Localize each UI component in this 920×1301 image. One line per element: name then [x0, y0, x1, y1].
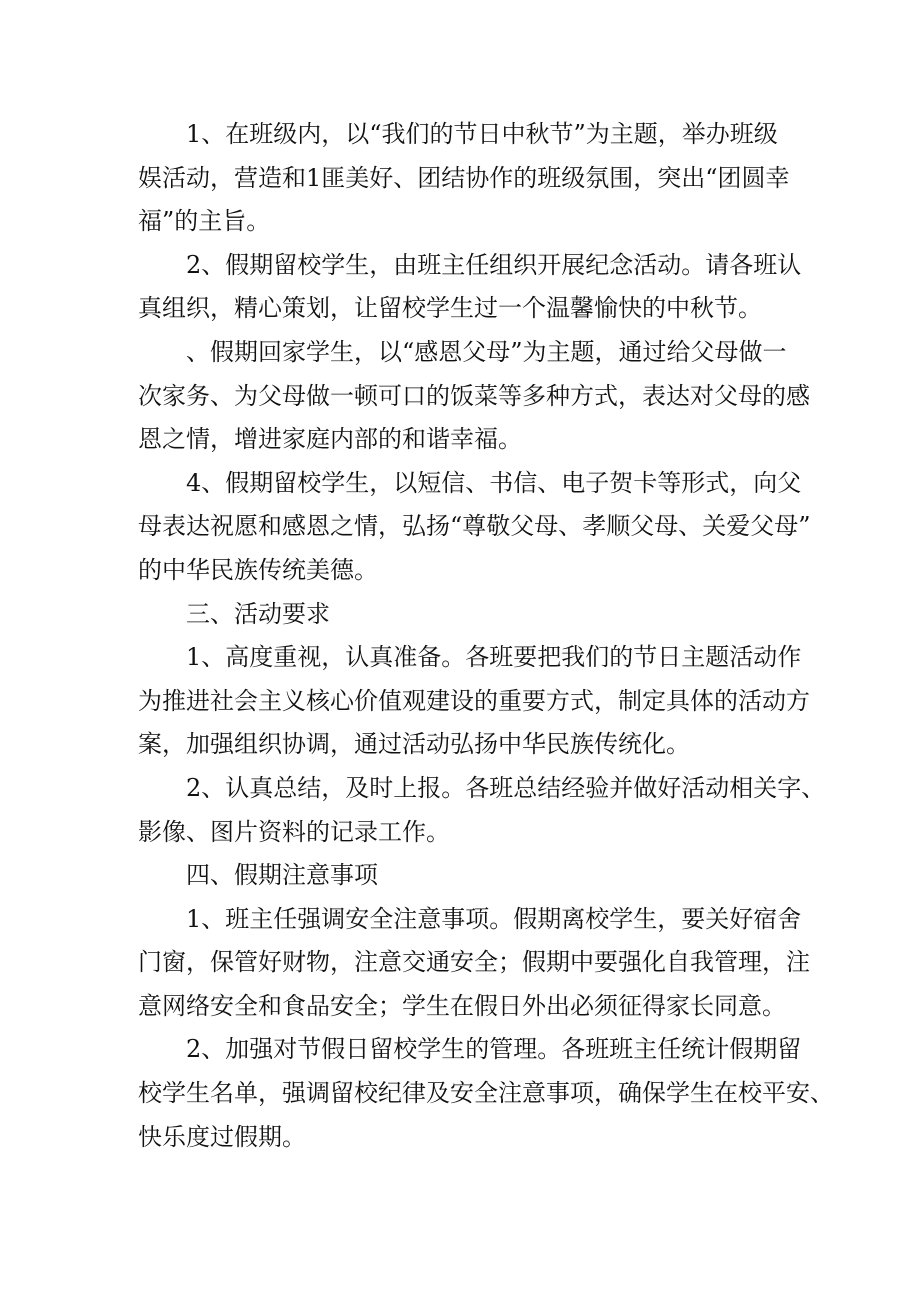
text-line: 门窗，保管好财物，注意交通安全；假期中要强化自我管理，注	[138, 948, 810, 977]
paragraph-activity-1	[138, 113, 798, 244]
text-line: 案，加强组织协调，通过活动弘扬中华民族传统化。	[138, 730, 690, 759]
text-line: 为推进社会主义核心价值观建设的重要方式，制定具体的活动方	[138, 686, 810, 715]
section-heading-holiday-notes	[138, 854, 798, 898]
paragraph-activity-4	[138, 462, 811, 593]
text-line: 娱活动，营造和1匪美好、团结协作的班级氛围，突出“团圆幸	[138, 163, 790, 192]
text-line: 、假期回家学生，以“感恩父母”为主题，通过给父母做一	[186, 337, 787, 366]
paragraph-notice-1	[138, 898, 810, 1029]
text-line: 2、认真总结，及时上报。各班总结经验并做好活动相关字、	[186, 773, 826, 802]
text-line: 恩之情，增进家庭内部的和谐幸福。	[138, 425, 522, 454]
section-heading-requirements	[138, 593, 798, 637]
section-heading-text: 三、活动要求	[186, 599, 330, 628]
text-line: 2、加强对节假日留校学生的管理。各班班主任统计假期留	[186, 1035, 802, 1064]
text-line: 母表达祝愿和感恩之情，弘扬“尊敬父母、孝顺父母、关爱父母”	[138, 512, 811, 541]
paragraph-notice-2	[138, 1028, 834, 1159]
text-line: 快乐度过假期。	[138, 1122, 306, 1151]
paragraph-activity-3	[138, 331, 810, 462]
paragraph-requirement-2	[138, 767, 826, 854]
text-line: 影像、图片资料的记录工作。	[138, 817, 450, 846]
text-line: 1、班主任强调安全注意事项。假期离校学生，要关好宿舍	[186, 904, 802, 933]
text-line: 4、假期留校学生，以短信、书信、电子贺卡等形式，向父	[186, 468, 802, 497]
document-body	[138, 113, 834, 1159]
paragraph-activity-2	[138, 244, 802, 331]
text-line: 1、在班级内，以“我们的节日中秋节”为主题，举办班级	[186, 120, 778, 148]
text-line: 2、假期留校学生，由班主任组织开展纪念活动。请各班认	[186, 250, 802, 279]
text-line: 真组织，精心策划，让留校学生过一个温馨愉快的中秋节。	[138, 294, 762, 323]
text-line: 福”的主旨。	[138, 207, 271, 236]
paragraph-requirement-1	[138, 636, 810, 767]
text-line: 1、高度重视，认真准备。各班要把我们的节日主题活动作	[186, 643, 802, 672]
section-heading-text: 四、假期注意事项	[186, 861, 378, 890]
text-line: 次家务、为父母做一顿可口的饭菜等多种方式，表达对父母的感	[138, 381, 810, 410]
text-line: 意网络安全和食品安全；学生在假日外出必须征得家长同意。	[138, 991, 786, 1020]
text-line: 的中华民族传统美德。	[138, 555, 378, 584]
text-line: 校学生名单，强调留校纪律及安全注意事项，确保学生在校平安、	[138, 1079, 834, 1108]
